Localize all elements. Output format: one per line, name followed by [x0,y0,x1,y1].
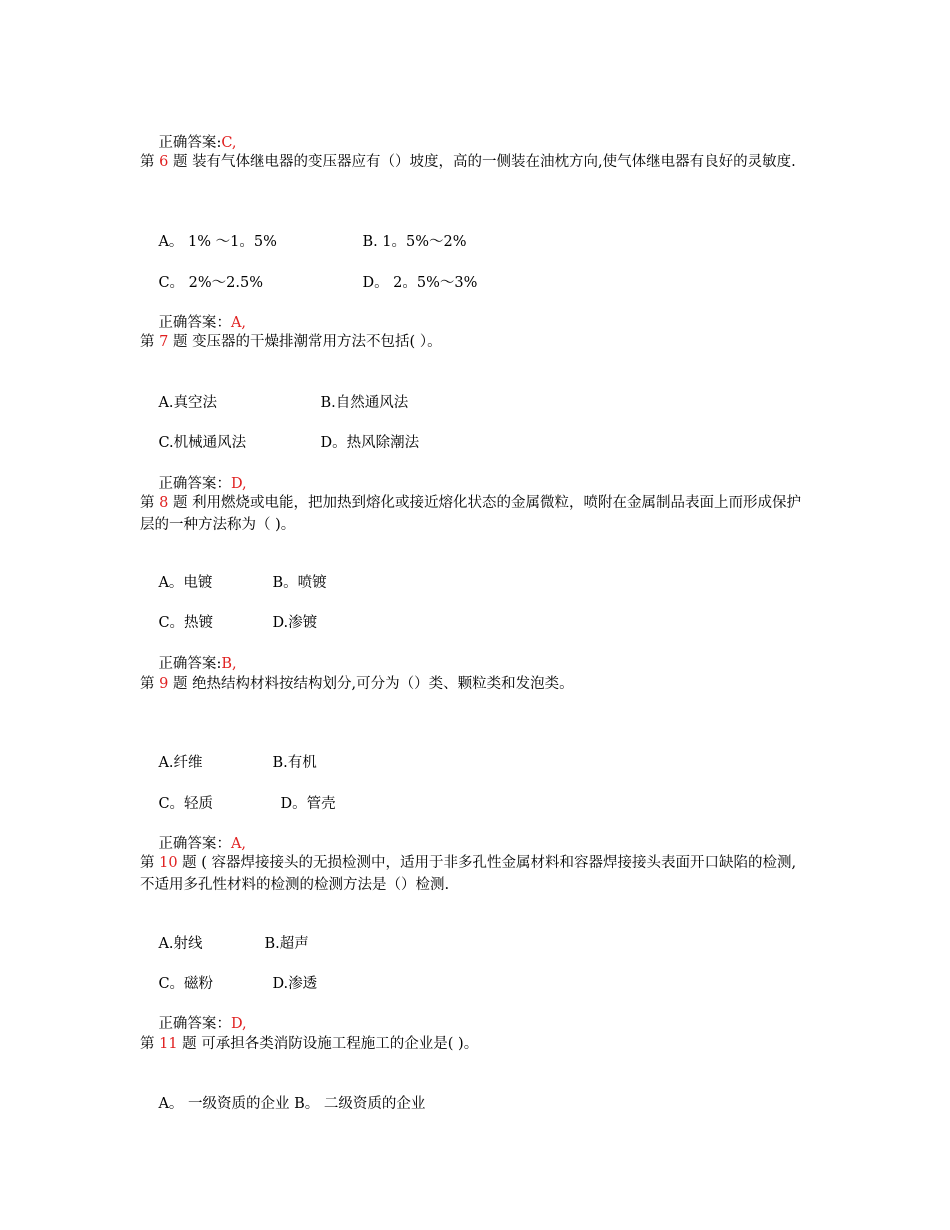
options-row [140,373,409,411]
answer-line [140,994,247,1032]
option-d: D。管壳 [280,796,336,812]
answer-separator: ： [216,476,231,492]
answer-label: 正确答案 [158,1016,217,1032]
option-a: A.射线 [158,936,203,952]
option-b: B。喷镀 [272,575,327,591]
options-row [140,914,309,952]
answer-label: 正确答案 [158,135,217,151]
question-prefix: 第 [140,855,160,871]
options-row [140,253,478,291]
question-10 [140,852,810,896]
question-suffix: 题 [177,1036,202,1052]
question-prefix: 第 [140,334,160,350]
option-a-b: A。 一级资质的企业 B。 二级资质的企业 [158,1096,426,1112]
option-d: D.渗透 [272,976,318,992]
answer-value: C, [221,135,237,151]
option-c: C.机械通风法 [158,435,247,451]
question-8 [140,492,810,536]
answer-label: 正确答案 [158,476,217,492]
question-text: 可承担各类消防设施工程施工的企业是( )。 [201,1036,479,1052]
option-d: D。 2。5%～3% [362,275,478,291]
options-row [140,413,420,451]
question-prefix: 第 [140,154,160,170]
question-suffix: 题 [168,334,193,350]
question-prefix: 第 [140,1036,160,1052]
option-b: B.有机 [272,755,317,771]
question-text: 绝热结构材料按结构划分,可分为（）类、颗粒类和发泡类。 [192,676,574,692]
answer-separator: : [216,656,222,672]
answer-value: B, [221,656,237,672]
option-a: A。电镀 [158,575,213,591]
options-row [140,774,336,812]
question-prefix: 第 [140,495,160,511]
options-row [140,1074,426,1112]
question-number: 8 [159,495,169,511]
options-row [140,553,327,591]
option-d: D。热风除潮法 [320,435,420,451]
answer-separator: ： [216,836,231,852]
option-c: C。轻质 [158,796,214,812]
question-text: 装有气体继电器的变压器应有（）坡度，高的一侧装在油枕方向,使气体继电器有良好的灵敏度. [192,154,796,170]
answer-separator: ： [216,1016,231,1032]
option-b: B. 1。5%～2% [362,234,467,250]
question-text: 容器焊接接头的无损检测中，适用于非多孔性金属材料和容器焊接接头表面开口缺陷的检测,不适用多孔性材料的检测的检测方法是（）检测. [140,855,797,893]
option-a: A.真空法 [158,395,218,411]
answer-label: 正确答案 [158,836,217,852]
answer-line [140,113,237,151]
answer-label: 正确答案 [158,656,217,672]
question-suffix: 题 [168,495,193,511]
options-row [140,593,318,631]
option-b: B.超声 [264,936,309,952]
question-suffix: 题 [168,676,193,692]
answer-line [140,634,237,672]
question-text: 利用燃烧或电能，把加热到熔化或接近熔化状态的金属微粒，喷附在金属制品表面上而形成保护层的一种方法称为（ )。 [140,495,802,533]
question-number: 11 [159,1036,178,1052]
option-b: B.自然通风法 [320,395,409,411]
answer-value: D, [230,476,247,492]
options-row [140,212,467,250]
question-number: 7 [159,334,169,350]
question-7 [140,331,810,353]
question-9 [140,673,810,695]
question-number: 9 [159,676,169,692]
answer-value: A, [230,315,247,331]
question-number: 10 [159,855,178,871]
option-c: C。磁粉 [158,976,214,992]
answer-separator: ： [216,315,231,331]
option-d: D.渗镀 [272,615,318,631]
option-a: A。 1% ～1。5% [158,234,277,250]
answer-line [140,293,247,331]
options-row [140,733,317,771]
question-11 [140,1033,810,1055]
question-prefix: 第 [140,676,160,692]
answer-value: A, [230,836,247,852]
question-text: 变压器的干燥排潮常用方法不包括( ）。 [192,334,442,350]
answer-value: D, [230,1016,247,1032]
option-c: C。热镀 [158,615,214,631]
answer-line [140,454,247,492]
option-c: C。 2%～2.5% [158,275,263,291]
question-suffix: 题 ( [177,855,212,871]
options-row [140,954,318,992]
question-6 [140,151,810,173]
answer-label: 正确答案 [158,315,217,331]
answer-line [140,814,247,852]
question-suffix: 题 [168,154,193,170]
question-number: 6 [159,154,169,170]
option-a: A.纤维 [158,755,203,771]
answer-separator: : [216,135,222,151]
